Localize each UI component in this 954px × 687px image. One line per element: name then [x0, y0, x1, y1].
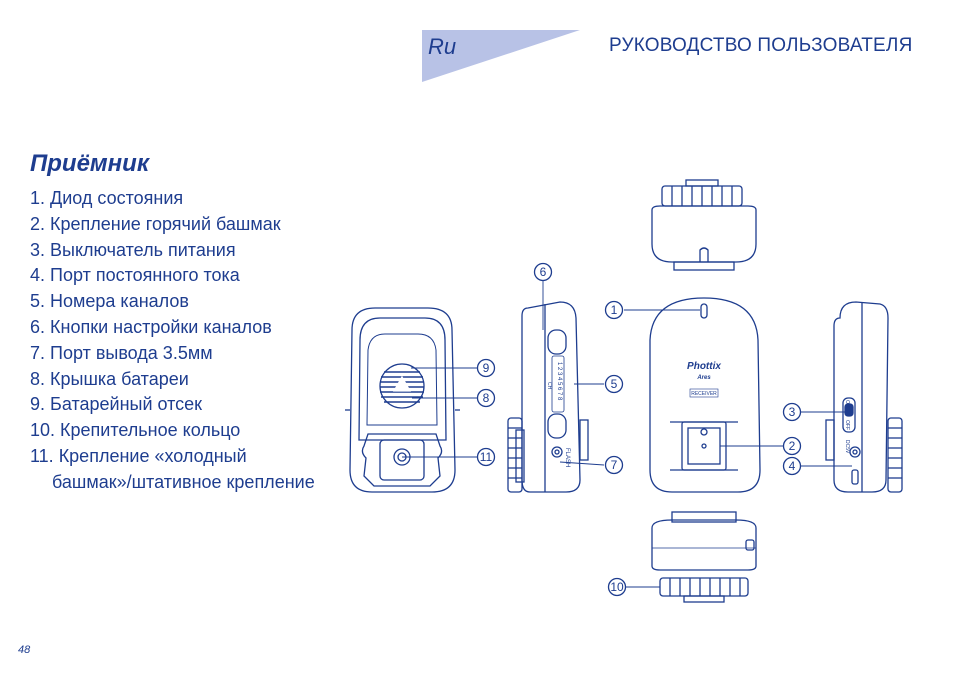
cold-shoe-mount: [362, 434, 441, 486]
list-item: 10. Крепительное кольцо: [30, 420, 241, 441]
right-side-view-diagram: [826, 302, 902, 492]
list-item: 3. Выключатель питания: [30, 239, 236, 260]
svg-text:8: 8: [482, 391, 490, 405]
svg-text:9: 9: [482, 361, 490, 375]
callout-1: [606, 302, 623, 319]
flash-label: FLASH: [564, 448, 570, 468]
receiver-label: RECEIVER: [691, 391, 717, 397]
svg-text:2: 2: [788, 439, 796, 453]
list-item: башмак»/штативное крепление: [52, 471, 315, 492]
svg-text:4: 4: [788, 459, 796, 473]
ch-label: CH: [546, 382, 552, 390]
callout-lines: [402, 281, 852, 587]
list-item: 4. Порт постоянного тока: [30, 265, 240, 286]
list-item: 7. Порт вывода 3.5мм: [30, 342, 213, 363]
callout-2: [784, 438, 801, 455]
top-view-diagram: [652, 180, 756, 270]
svg-text:5: 5: [610, 377, 618, 391]
callout-5: [606, 376, 623, 393]
list-item: 5. Номера каналов: [30, 291, 189, 312]
back-view-diagram: [345, 308, 460, 492]
power-on-label: ON: [844, 400, 850, 408]
list-item: 6. Кнопки настройки каналов: [30, 316, 272, 337]
list-item: 8. Крышка батареи: [30, 368, 189, 389]
list-item: 11. Крепление «холодный: [30, 445, 247, 466]
power-off-label: OFF: [844, 420, 850, 430]
channel-numbers: 1 2 3 4 5 6 7 8: [556, 362, 562, 401]
page-number: 48: [18, 644, 31, 656]
callout-4: [784, 458, 801, 475]
callout-3: [784, 404, 801, 421]
callout-6: [535, 264, 552, 281]
callout-11: [478, 449, 495, 466]
list-item: 2. Крепление горячий башмак: [30, 213, 281, 234]
callout-10: [609, 579, 626, 596]
dc-label: DC5V: [844, 440, 850, 454]
list-item: 1. Диод состояния: [30, 188, 184, 208]
svg-text:11: 11: [479, 450, 493, 464]
section-title: Приёмник: [30, 150, 150, 177]
manual-title: РУКОВОДСТВО ПОЛЬЗОВАТЕЛЯ: [609, 35, 913, 56]
brand-logo: Phottix: [687, 361, 721, 372]
svg-text:7: 7: [610, 458, 618, 472]
svg-text:6: 6: [539, 265, 547, 279]
svg-text:10: 10: [610, 580, 624, 594]
callout-8: [478, 390, 495, 407]
front-view-diagram: [650, 298, 760, 492]
list-item: 9. Батарейный отсек: [30, 394, 203, 415]
callout-7: [606, 457, 623, 474]
model-label: Ares: [697, 375, 711, 381]
battery-door-grille: [380, 364, 424, 408]
svg-text:3: 3: [788, 405, 796, 419]
svg-text:1: 1: [610, 303, 618, 317]
language-label: Ru: [428, 34, 457, 59]
callout-9: [478, 360, 495, 377]
bottom-view-diagram: [652, 512, 756, 602]
